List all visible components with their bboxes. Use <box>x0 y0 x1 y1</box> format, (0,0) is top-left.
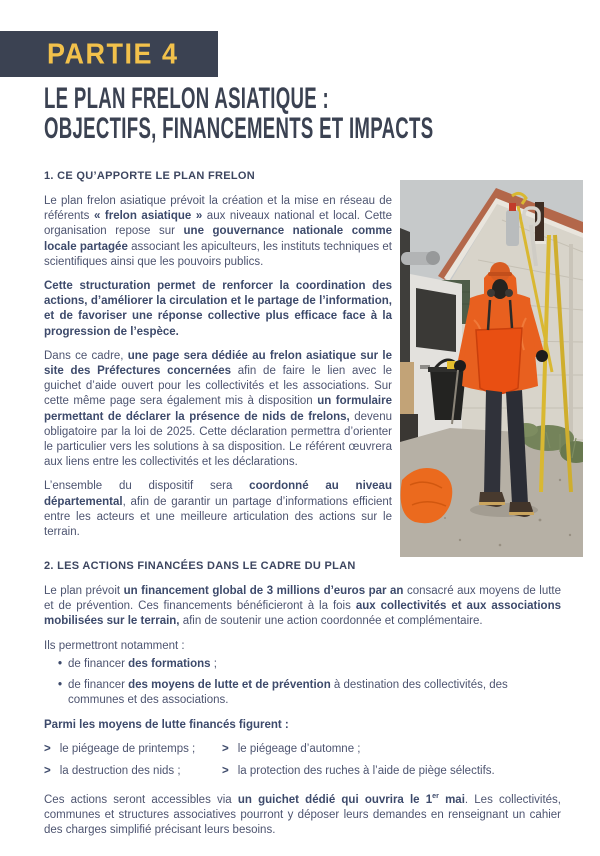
field-photo <box>400 180 583 557</box>
chevron-right-icon: > <box>222 764 229 777</box>
paragraph-coordination: L’ensemble du dispositif sera coordonné au niveau départemental, afin de garantir un partage d’informations efficient entre les acteurs et une meilleure articulation des actions sur le terrain. <box>44 480 392 539</box>
bullet-text: de financer des moyens de lutte et de prévention à destination des collectivités, des communes et des associations. <box>68 679 508 707</box>
paragraph-page-prefectures: Dans ce cadre, une page sera dédiée au frelon asiatique sur le site des Préfectures concernées afin de faire le lien avec le guichet d’aide ouvert pour les collectivités et les associations. Sur cette même page sera également mis à disposition un formulaire permettant de déclarer la présence de nids de frelons, devenu obligatoire par la loi de 2025. Cette déclaration permettra d’orienter le particulier vers les solutions à sa disposition. Le référent œuvrera aux liens entre les collectivités et les déclarations. <box>44 349 392 469</box>
paragraph-guichet: Ces actions seront accessibles via un guichet dédié qui ouvrira le 1er mai. Les collectivités, communes et structures associatives pourront y déposer leurs demandes en renseignant un cahier des charges simplifié précisant leurs besoins. <box>44 792 561 837</box>
mean-text: le piégeage de printemps ; <box>59 742 196 755</box>
bullet-icon: • <box>58 679 63 692</box>
field-photo-illustration <box>400 180 583 557</box>
mean-text: la protection des ruches à l’aide de piège sélectifs. <box>237 764 495 777</box>
section-1 <box>44 170 392 549</box>
means-intro: Parmi les moyens de lutte financés figurent : <box>44 719 289 732</box>
part-banner <box>0 31 218 77</box>
list-item <box>222 742 561 757</box>
title-line-1: LE PLAN FRELON ASIATIQUE : <box>44 82 329 115</box>
mean-text: la destruction des nids ; <box>59 764 181 777</box>
part-label: PARTIE 4 <box>47 37 179 70</box>
section-2 <box>44 560 561 847</box>
chevron-right-icon: > <box>222 742 229 755</box>
list-intro: Ils permettront notamment : <box>44 639 185 652</box>
list-item <box>222 764 561 779</box>
bullet-icon: • <box>58 657 63 670</box>
list-item <box>44 742 222 757</box>
bullet-text: de financer des formations ; <box>68 657 217 670</box>
chevron-right-icon: > <box>44 742 51 755</box>
list-item <box>58 678 561 708</box>
list-item <box>58 657 561 672</box>
title-line-2: OBJECTIFS, FINANCEMENTS ET IMPACTS <box>44 112 434 145</box>
funding-bullet-list <box>44 657 561 709</box>
paragraph-structuration: Cette structuration permet de renforcer la coordination des actions, d’améliorer la circulation et le partage de l’information, et de favoriser une réponse collective plus efficace face à la progression de l’espèce. <box>44 280 392 338</box>
section-2-heading: 2. LES ACTIONS FINANCÉES DANS LE CADRE DU PLAN <box>44 560 356 572</box>
paragraph-financement: Le plan prévoit un financement global de 3 millions d’euros par an consacré aux moyens de lutte et de prévention. Ces financements bénéficieront à la fois aux collectivités et aux associations mobilisées sur le terrain, afin de soutenir une action coordonnée et complémentaire. <box>44 585 562 628</box>
page-title <box>44 84 600 144</box>
paragraph-plan-creation: Le plan frelon asiatique prévoit la création et la mise en réseau de référents « frelon asiatique » aux niveaux national et local. Cette organisation repose sur une gouvernance nationale comme locale partagée associant les apiculteurs, les instituts techniques et scientifiques ainsi que les pouvoirs publics. <box>44 195 392 268</box>
section-1-heading: 1. CE QU’APPORTE LE PLAN FRELON <box>44 170 255 182</box>
mean-text: le piégeage d’automne ; <box>237 742 361 755</box>
means-grid <box>44 742 561 779</box>
chevron-right-icon: > <box>44 764 51 777</box>
list-item <box>44 764 222 779</box>
